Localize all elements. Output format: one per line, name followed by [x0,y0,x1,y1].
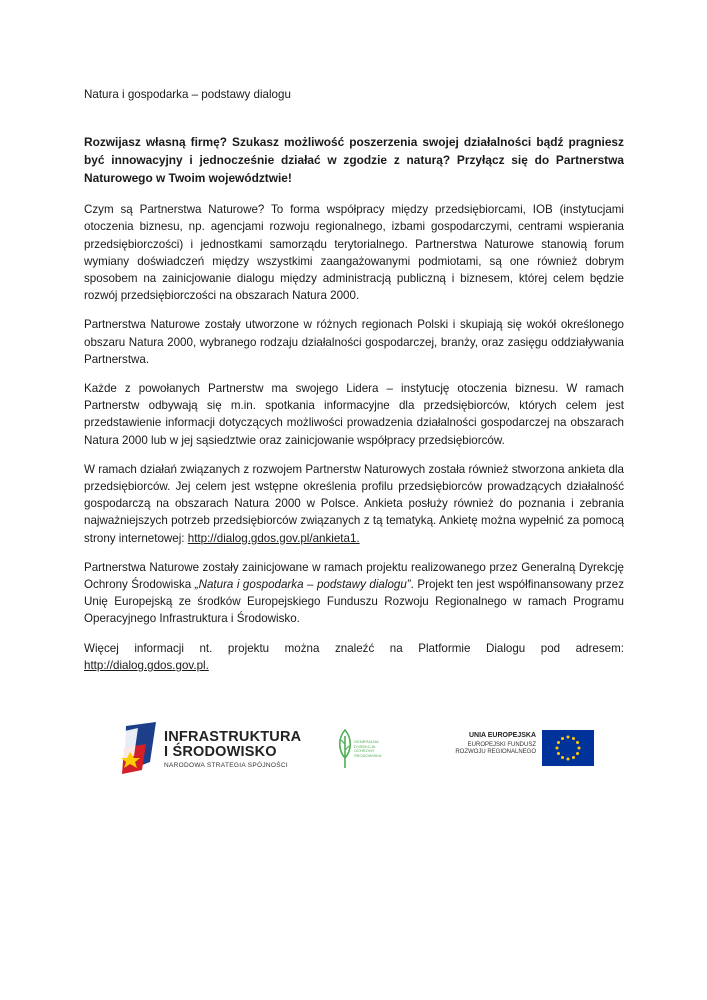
eu-logo [444,730,594,770]
paragraph-4-text: W ramach działań związanych z rozwojem Partnerstw Naturowych została również stworzona ankieta dla przedsiębiorców. Jej celem jest wstępne określenia profilu przedsiębiorców prowadzących działalność gospodarczą na obszarach Natura 2000 w Polsce. Ankieta posłuży również do poznania i zebrania najważniejszych potrzeb przedsiębiorców związanych z tą tematyką. Ankietę można wypełnić za pomocą strony internetowej: [84,462,624,545]
lead-paragraph: Rozwijasz własną firmę? Szukasz możliwość poszerzenia swojej działalności bądź pragniesz być innowacyjny i jednocześnie działać w zgodzie z naturą? Przyłącz się do Partnerstwa Naturowego w Twoim województwie! [84,135,624,186]
eu-star [567,736,570,739]
paragraph-3: Każde z powołanych Partnerstw ma swojego Lidera – instytucję otoczenia biznesu. W ramach Partnerstw odbywają się m.in. spotkania informacyjne dla przedsiębiorców, których celem jest przedstawienie informacji dotyczących możliwości prowadzenia działalności gospodarczej na obszarach Natura 2000 lub w jej sąsiedztwie oraz zainicjowanie współpracy przedsiębiorców. [84,382,624,447]
survey-link[interactable]: http://dialog.gdos.gov.pl/ankieta1. [187,531,360,545]
eu-fund-line1: EUROPEJSKI FUNDUSZ [467,742,536,748]
paragraph-5-text-b: . Projekt ten jest współfinansowany przez Unię Europejską ze środków Europejskiego Funduszu Rozwoju Regionalnego w ramach Programu Operacyjnego Infrastruktura i Środowisko. [84,578,624,626]
gdos-logo [336,728,386,770]
eu-flag-icon [542,730,594,766]
infrastruktura-emblem-icon [120,722,160,778]
eu-star [576,741,579,744]
paragraph-6 [84,640,624,674]
paragraph-5 [84,559,624,628]
paragraph-4 [84,461,624,547]
eu-star [556,747,559,750]
document-page [84,86,624,686]
logo-strip [0,718,707,788]
eu-star [572,756,575,759]
eu-star [572,737,575,740]
platform-link[interactable]: http://dialog.gdos.gov.pl. [84,658,209,672]
eu-star [561,737,564,740]
eu-title: UNIA EUROPEJSKA [468,732,536,739]
infrastruktura-line1: INFRASTRUKTURA [164,729,302,745]
paragraph-1: Czym są Partnerstwa Naturowe? To forma współpracy między przedsiębiorcami, IOB (instytucjami otoczenia biznesu, np. agencjami rozwoju regionalnego, izbami gospodarczymi, centrami wspierania przedsiębiorczości) i jednostkami samorządu terytorialnego. Partnerstwa Naturowe stanowią forum wymiany doświadczeń między wszystkimi zaangażowanymi podmiotami, są one również dobrym sposobem na zainicjowanie dialogu między administracją publiczną i biznesem, której celem będzie rozwój przedsiębiorczości na obszarach Natura 2000. [84,203,624,303]
infrastruktura-logo [120,722,320,778]
document-title: Natura i gospodarka – podstawy dialogu [84,88,291,101]
paragraph-5-text-a: Partnerstwa Naturowe zostały zainicjowane w ramach projektu realizowanego przez Generalną Dyrekcję Ochrony Środowiska [84,560,624,592]
paragraph-6-text: Więcej informacji nt. projektu można znaleźć na Platformie Dialogu pod adresem: [84,641,624,655]
eu-star [567,758,570,761]
infrastruktura-wordmark [164,730,301,760]
eu-star [557,741,560,744]
infrastruktura-subtitle: NARODOWA STRATEGIA SPÓJNOŚCI [164,762,288,769]
eu-star [557,752,560,755]
paragraph-2: Partnerstwa Naturowe zostały utworzone w różnych regionach Polski i skupiają się wokół określonego obszaru Natura 2000, wybranego rodzaju działalności gospodarczej, branży, oraz zasięgu oddziaływania Partnerstwa. [84,318,624,366]
eu-star [576,752,579,755]
leaf-icon [336,728,354,770]
eu-star [561,756,564,759]
project-name: „Natura i gospodarka – podstawy dialogu” [194,578,411,592]
infrastruktura-line2: I ŚRODOWISKO [164,744,277,760]
eu-fund-text [455,742,536,756]
eu-fund-line2: ROZWOJU REGIONALNEGO [455,749,536,755]
eu-star [578,747,581,750]
gdos-text: GENERALNA DYREKCJA OCHRONY ŚRODOWISKA [354,739,382,758]
